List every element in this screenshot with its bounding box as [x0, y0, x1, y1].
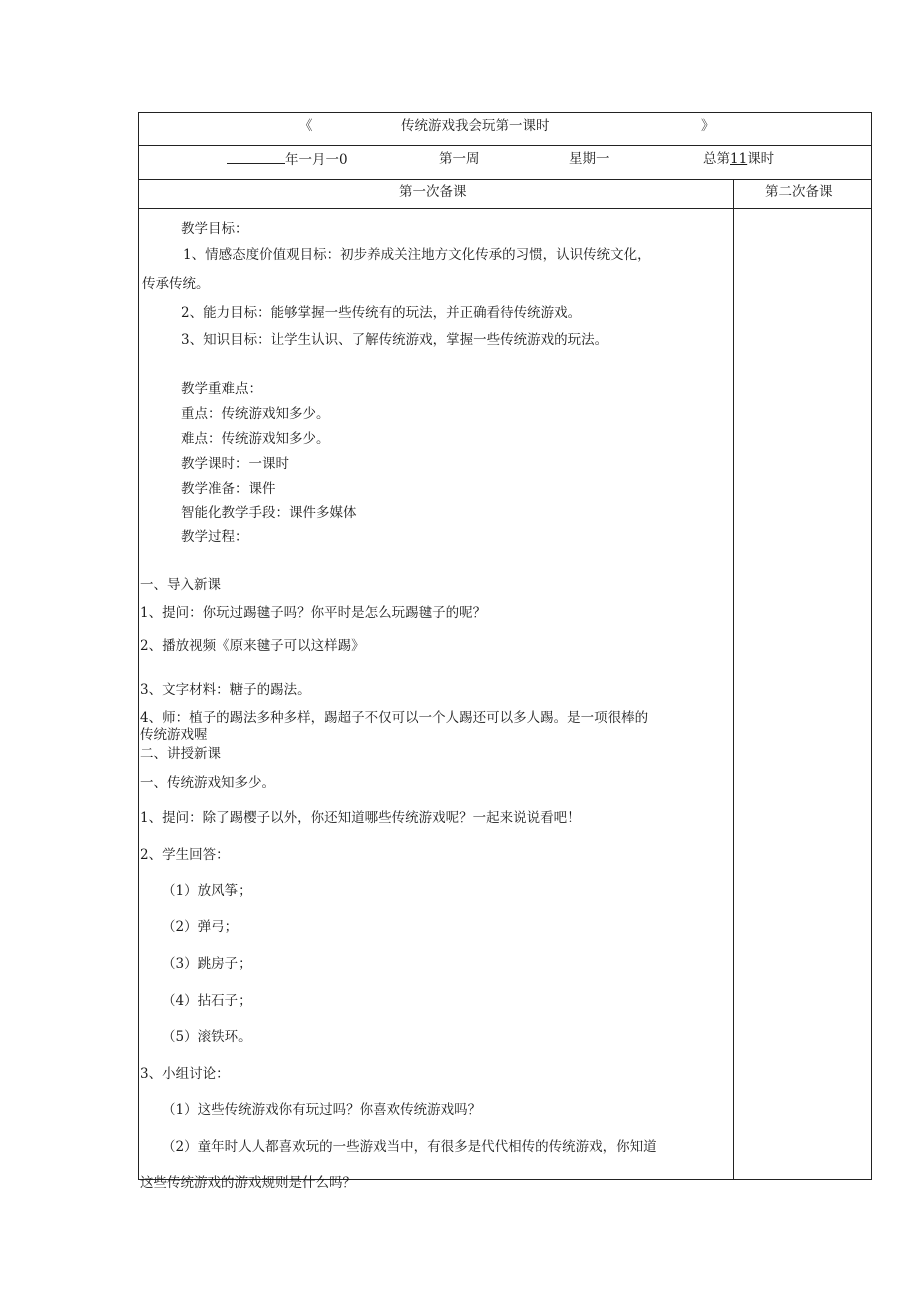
weekday-label: 星期一 [569, 151, 610, 167]
row-divider-1 [139, 145, 871, 146]
intro-item-3: 3、文字材料：糖子的踢法。 [140, 682, 311, 698]
row-divider-2 [139, 179, 871, 180]
lesson-plan-table [138, 112, 872, 1191]
answer-4: （4）拈石子； [162, 993, 252, 1009]
section-intro: 一、导入新课 [140, 577, 221, 593]
goal-emotion: 1、情感态度价值观目标：初步养成关注地方文化传承的习惯，认识传统文化， [183, 247, 651, 263]
goal-ability: 2、能力目标：能够掌握一些传统有的玩法，并正确看待传统游戏。 [181, 305, 582, 321]
preparation: 教学准备：课件 [181, 481, 276, 497]
teach-item-2: 2、学生回答： [140, 847, 230, 863]
title-open-quote: 《 [299, 118, 313, 134]
answer-2: （2）弹弓； [162, 919, 239, 935]
total-lessons [703, 150, 774, 168]
discussion-1: （1）这些传统游戏你有玩过吗？你喜欢传统游戏吗？ [162, 1102, 482, 1118]
goal-knowledge: 3、知识目标：让学生认识、了解传统游戏，掌握一些传统游戏的玩法。 [181, 332, 609, 348]
first-prep-heading: 第一次备课 [399, 184, 467, 200]
difficult-point: 难点：传统游戏知多少。 [181, 431, 330, 447]
title-close-quote: 》 [701, 118, 715, 134]
total-prefix: 总第 [703, 151, 730, 167]
row-divider-3 [139, 208, 871, 209]
lesson-hours: 教学课时：一课时 [181, 456, 289, 472]
key-points-heading: 教学重难点： [181, 381, 262, 397]
teach-item-1: 1、提问：除了踢樱子以外，你还知道哪些传统游戏呢？一起来说说看吧！ [140, 810, 581, 826]
smart-teaching-means: 智能化教学手段：课件多媒体 [181, 505, 357, 521]
intro-item-4-cont: 传统游戏喔 [140, 727, 208, 743]
date-year-blank [227, 150, 285, 164]
discussion-2: （2）童年时人人都喜欢玩的一些游戏当中，有很多是代代相传的传统游戏，你知道 [162, 1139, 657, 1155]
goal-emotion-cont: 传承传统。 [142, 276, 210, 292]
date-text: 年一月一0 [285, 152, 348, 168]
second-prep-heading: 第二次备课 [765, 184, 833, 200]
column-divider [733, 180, 734, 1179]
discussion-2-cont: 这些传统游戏的游戏规则是什么吗？ [140, 1175, 356, 1191]
key-point: 重点：传统游戏知多少。 [181, 406, 330, 422]
goals-heading: 教学目标： [181, 221, 249, 237]
intro-item-2: 2、播放视频《原来毽子可以这样踢》 [140, 638, 365, 654]
intro-item-4: 4、师：植子的踢法多种多样，踢超子不仅可以一个人踢还可以多人踢。是一项很棒的 [140, 710, 649, 726]
week-label: 第一周 [439, 151, 480, 167]
total-number: 11 [730, 151, 748, 167]
first-prep-content [139, 212, 733, 1191]
teach-item-3: 3、小组讨论： [140, 1066, 230, 1082]
answer-3: （3）跳房子； [162, 956, 252, 972]
answer-5: （5）滚铁环。 [162, 1029, 252, 1045]
subsection-games: 一、传统游戏知多少。 [140, 775, 275, 791]
process-heading: 教学过程： [181, 529, 249, 545]
date-field [227, 150, 348, 169]
intro-item-1: 1、提问：你玩过踢毽子吗？你平时是怎么玩踢毽子的呢？ [140, 605, 487, 621]
lesson-title: 传统游戏我会玩第一课时 [401, 118, 550, 134]
total-suffix: 课时 [747, 151, 775, 167]
section-teaching: 二、讲授新课 [140, 746, 221, 762]
answer-1: （1）放风筝； [162, 883, 252, 899]
